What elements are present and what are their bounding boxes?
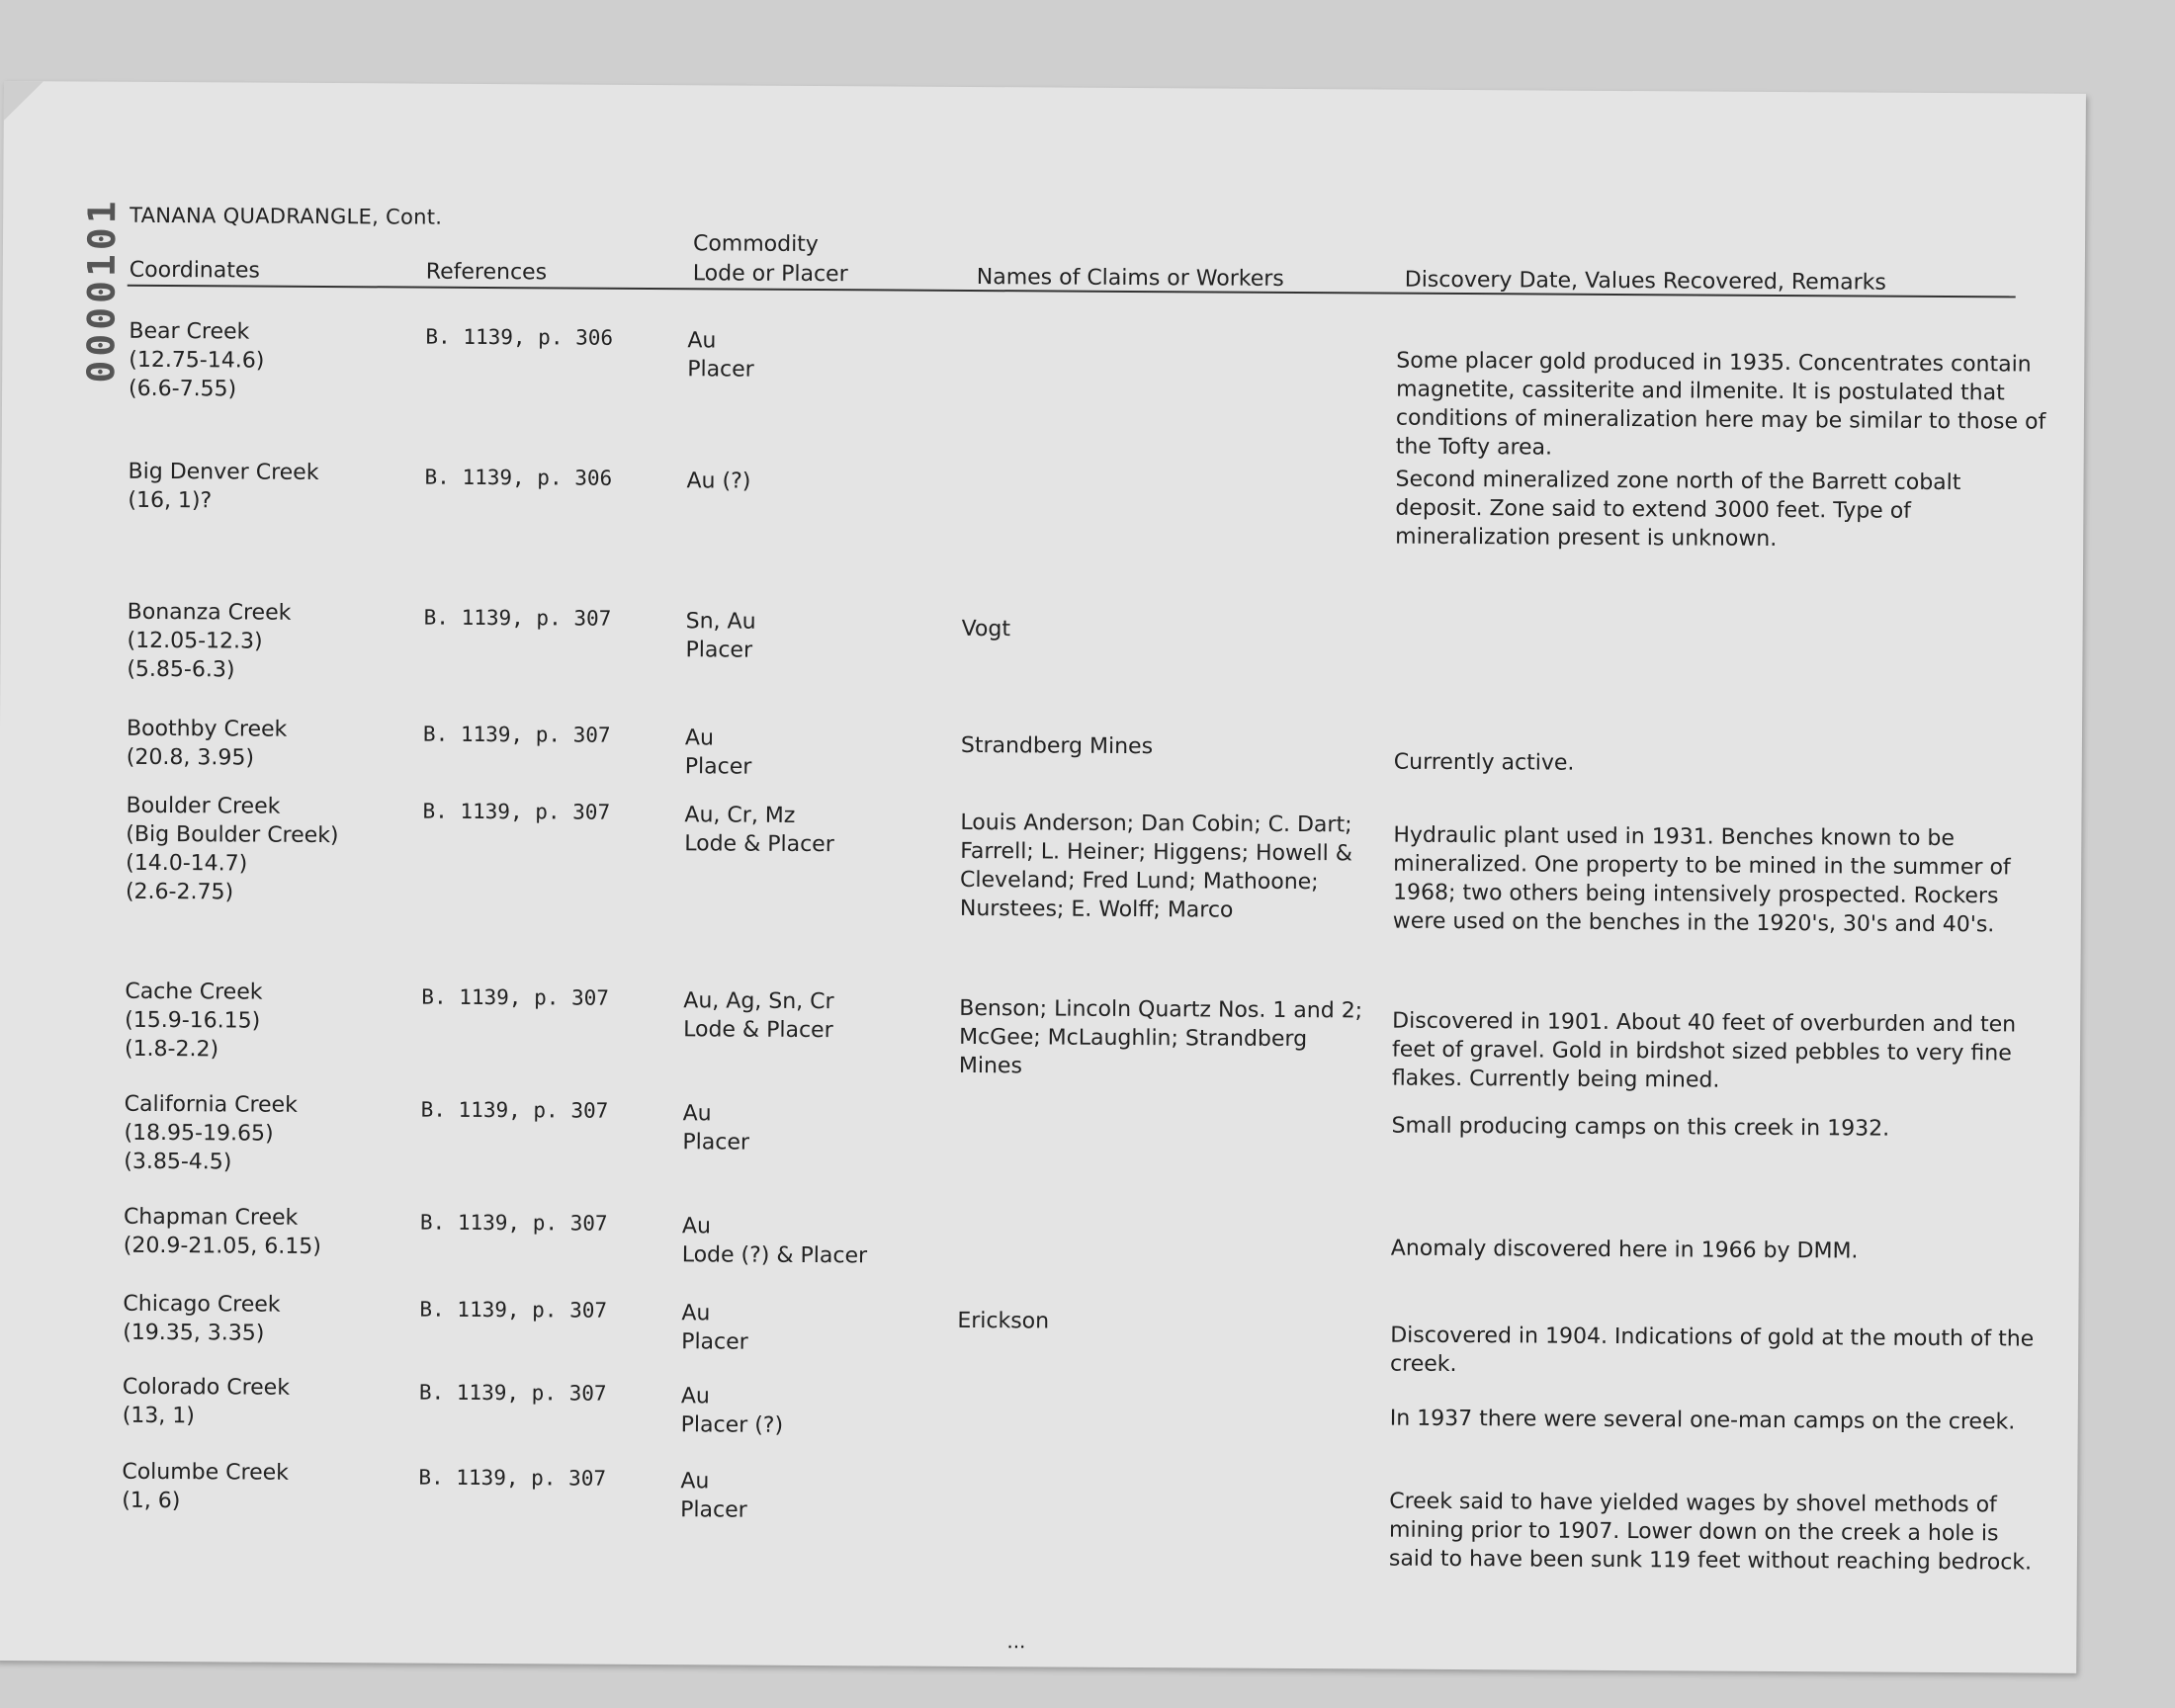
- side-stamp: 0000101: [79, 197, 125, 384]
- commodity-cell: Au, Cr, Mz Lode & Placer: [684, 803, 834, 858]
- commodity-cell: Au Placer: [684, 726, 752, 780]
- commodity-cell: Au, Ag, Sn, Cr Lode & Placer: [683, 988, 834, 1044]
- commodity-cell: Au Placer: [681, 1301, 748, 1355]
- coordinates-cell: Boulder Creek (Big Boulder Creek) (14.0-14.7) (2.6-2.75): [125, 793, 339, 905]
- reference-cell: B. 1139, p. 307: [421, 984, 610, 1010]
- commodity-cell: Au Placer: [687, 328, 754, 383]
- coordinates-cell: Boothby Creek (20.8, 3.95): [126, 716, 288, 771]
- remarks-cell: Currently active.: [1393, 749, 1575, 776]
- names-cell: [958, 1220, 1373, 1223]
- reference-cell: B. 1139, p. 307: [418, 1380, 607, 1406]
- names-cell: [963, 334, 1378, 337]
- coordinates-cell: Columbe Creek (1, 6): [122, 1459, 290, 1514]
- commodity-cell: Au Placer: [680, 1469, 747, 1523]
- page-corner-fold: [4, 81, 44, 121]
- remarks-cell: In 1937 there were several one-man camps on the creek.: [1389, 1406, 2016, 1435]
- table-row: [0, 791, 2076, 938]
- coordinates-cell: California Creek (18.95-19.65) (3.85-4.5): [124, 1091, 298, 1175]
- remarks-cell: Second mineralized zone north of the Barrett cobalt deposit. Zone said to extend 3000 feet. Type of mineralization present is unknown.: [1395, 467, 1961, 552]
- coordinates-cell: Bonanza Creek (12.05-12.3) (5.85-6.3): [127, 599, 292, 683]
- commodity-cell: Au Lode (?) & Placer: [681, 1214, 868, 1269]
- coordinates-cell: Colorado Creek (13, 1): [122, 1374, 291, 1429]
- table-row: [0, 977, 2074, 1093]
- coordinates-cell: Cache Creek (15.9-16.15) (1.8-2.2): [124, 979, 263, 1063]
- document-page: [0, 81, 2086, 1673]
- names-cell: [957, 1390, 1372, 1393]
- column-header-coordinates: Coordinates: [129, 257, 260, 284]
- table-row: [0, 1457, 2071, 1576]
- commodity-cell: Au (?): [686, 469, 751, 494]
- commodity-cell: Au Placer: [682, 1101, 750, 1155]
- reference-cell: B. 1139, p. 306: [425, 324, 614, 350]
- remarks-cell: Discovered in 1901. About 40 feet of overburden and ten feet of gravel. Gold in birdshot sized pebbles to very fine flakes. Currently being mined.: [1391, 1008, 2017, 1093]
- names-cell: Louis Anderson; Dan Cobin; C. Dart; Farrell; L. Heiner; Higgens; Howell & Cleveland; Fred Lund; Mathoone; Nurstees; E. Wolff; Marco: [959, 810, 1353, 923]
- reference-cell: B. 1139, p. 307: [422, 799, 611, 824]
- column-header-references: References: [425, 259, 548, 286]
- reference-cell: B. 1139, p. 307: [422, 722, 611, 747]
- reference-cell: B. 1139, p. 307: [419, 1210, 608, 1236]
- commodity-cell: Sn, Au Placer: [685, 609, 756, 663]
- reference-cell: B. 1139, p. 307: [423, 605, 612, 631]
- table-row: [0, 1289, 2072, 1378]
- column-header-names: Names of Claims or Workers: [976, 265, 1284, 292]
- table-row: [1, 597, 2077, 683]
- reference-cell: B. 1139, p. 307: [418, 1465, 607, 1491]
- remarks-cell: Anomaly discovered here in 1966 by DMM.: [1390, 1236, 1859, 1264]
- names-cell: Erickson: [957, 1308, 1050, 1334]
- remarks-cell: Small producing camps on this creek in 1932.: [1391, 1113, 1890, 1142]
- names-cell: [959, 1107, 1374, 1110]
- table-row: [0, 1202, 2073, 1269]
- column-header-commodity: Commodity Lode or Placer: [692, 231, 848, 288]
- remarks-cell: Creek said to have yielded wages by shovel methods of mining prior to 1907. Lower down on the creek a hole is said to have been sunk 119 feet without reaching bedrock.: [1388, 1489, 2033, 1576]
- table-row: [0, 714, 2076, 780]
- remarks-cell: [1395, 606, 2047, 610]
- commodity-cell: Au Placer (?): [680, 1384, 784, 1438]
- column-header-remarks: Discovery Date, Values Recovered, Remarks: [1404, 267, 1886, 296]
- table-row: [3, 316, 2079, 461]
- page-footer: ...: [1006, 1629, 1026, 1654]
- remarks-cell: Discovered in 1904. Indications of gold at the mouth of the creek.: [1390, 1323, 2035, 1378]
- reference-cell: B. 1139, p. 306: [424, 465, 613, 490]
- names-cell: [963, 474, 1378, 477]
- coordinates-cell: Bear Creek (12.75-14.6) (6.6-7.55): [129, 318, 265, 402]
- remarks-cell: Some placer gold produced in 1935. Concentrates contain magnetite, cassiterite and ilmenite. It is postulated that conditions of mineralization here may be similar to those of the Tofty area.: [1395, 348, 2046, 461]
- names-cell: Vogt: [961, 616, 1011, 642]
- names-cell: [956, 1475, 1371, 1478]
- reference-cell: B. 1139, p. 307: [420, 1097, 609, 1123]
- page-title: TANANA QUADRANGLE, Cont.: [130, 203, 443, 229]
- coordinates-cell: Chicago Creek (19.35, 3.35): [123, 1291, 281, 1346]
- coordinates-cell: Big Denver Creek (16, 1)?: [128, 459, 319, 514]
- coordinates-cell: Chapman Creek (20.9-21.05, 6.15): [123, 1204, 321, 1259]
- remarks-cell: Hydraulic plant used in 1931. Benches known to be mineralized. One property to be mined in the summer of 1968; two others being intensively prospected. Rockers were used on the benches in the 1920's, 30's and 40's.: [1392, 822, 2011, 938]
- names-cell: Benson; Lincoln Quartz Nos. 1 and 2; McGee; McLaughlin; Strandberg Mines: [958, 995, 1363, 1079]
- names-cell: Strandberg Mines: [960, 732, 1154, 760]
- reference-cell: B. 1139, p. 307: [419, 1297, 608, 1323]
